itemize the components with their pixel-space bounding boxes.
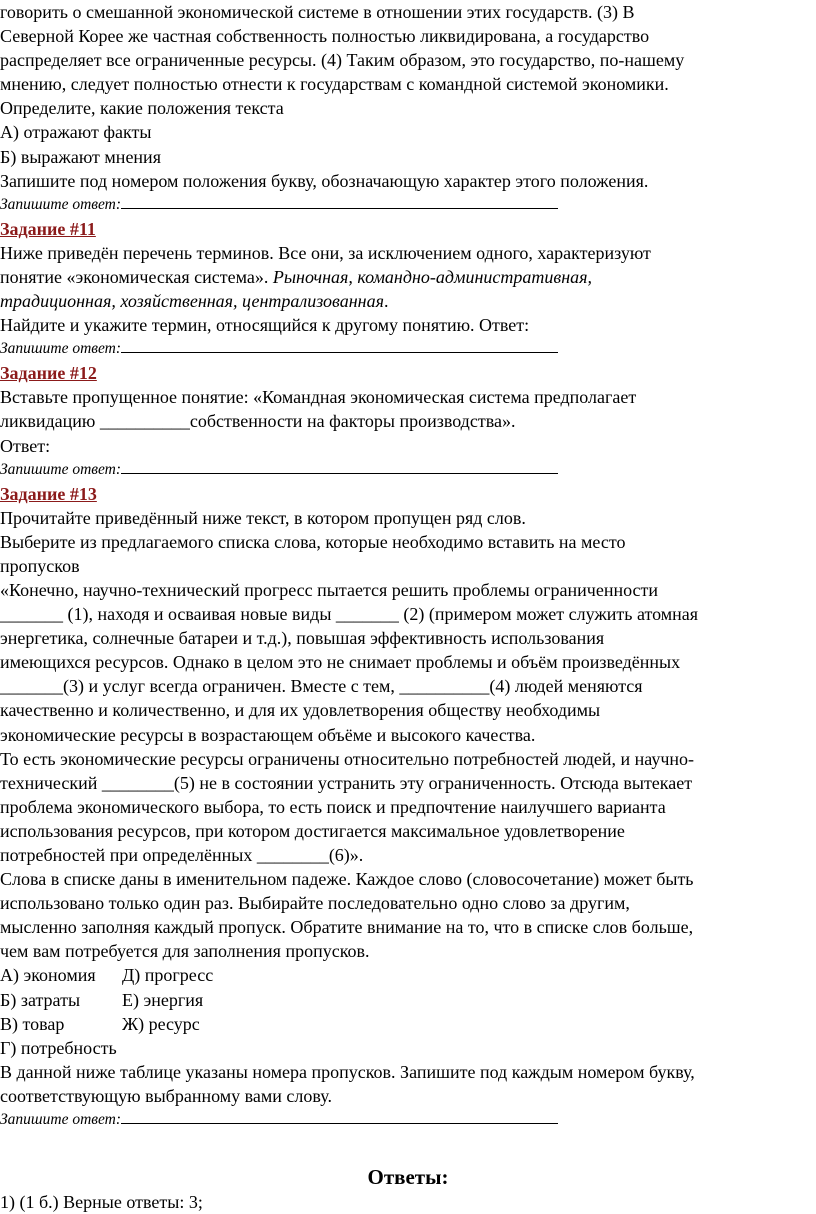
text-line: потребностей при определённых ________(6)». (0, 845, 364, 865)
text-line: То есть экономические ресурсы ограничены относительно потребностей людей, и научно- (0, 748, 695, 769)
text-line: энергетика, солнечные батареи и т.д.), повышая эффективность использования (0, 628, 605, 649)
text-line: мнению, следует полностью отнести к государствам с командной системой экономики. (0, 74, 669, 95)
intro-text (0, 0, 816, 193)
word-option: Б) затраты (0, 989, 81, 1010)
text-line: пропусков (0, 555, 80, 576)
word-option: Д) прогресс (122, 965, 214, 986)
answer-prompt-label: Запишите ответ: (0, 1111, 122, 1129)
text-span: . (383, 291, 389, 312)
text-line: _______(3) и услуг всегда ограничен. Вместе с тем, __________(4) людей меняются (0, 676, 643, 697)
text-line: Выберите из предлагаемого списка слова, которые необходимо вставить на место (0, 531, 626, 552)
word-option: Г) потребность (0, 1037, 117, 1058)
option-line: А) отражают факты (0, 122, 152, 143)
answer-field-row (0, 193, 816, 217)
text-line: проблема экономического выбора, то есть поиск и предпочтение наилучшего варианта (0, 796, 666, 817)
answer-blank-line[interactable] (121, 194, 558, 209)
answers-heading: Ответы: (367, 1165, 449, 1190)
terms-italic: Рыночная, командно-административная, (272, 266, 593, 287)
word-option: Е) энергия (122, 989, 204, 1010)
text-line: использования ресурсов, при котором достигается максимальное удовлетворение (0, 820, 625, 841)
answer-blank-line[interactable] (121, 459, 558, 474)
text-line: В данной ниже таблице указаны номера пропусков. Запишите под каждым номером букву, (0, 1061, 695, 1082)
text-line: Ответ: (0, 435, 51, 456)
word-option: В) товар (0, 1013, 65, 1034)
answer-blank-line[interactable] (121, 1109, 558, 1124)
text-line: «Конечно, научно-технический прогресс пытается решить проблемы ограниченности (0, 579, 659, 600)
text-line: Северной Корее же частная собственность полностью ликвидирована, а государство (0, 26, 650, 47)
text-line: Слова в списке даны в именительном падеже. Каждое слово (словосочетание) может быть (0, 869, 694, 890)
text-line: технический ________(5) не в состоянии устранить эту ограниченность. Отсюда вытекает (0, 772, 693, 793)
text-line: Определите, какие положения текста (0, 98, 284, 119)
text-line: говорить о смешанной экономической системе в отношении этих государств. (3) В (0, 2, 635, 22)
answer-field-row (0, 458, 816, 482)
task-11 (0, 217, 816, 361)
answer-field-row (0, 1108, 816, 1132)
answer-item: 1) (1 б.) Верные ответы: 3; (0, 1192, 203, 1213)
text-line: Найдите и укажите термин, относящийся к другому понятию. Ответ: (0, 315, 530, 336)
answer-blank-line[interactable] (121, 338, 558, 353)
word-option: Ж) ресурс (122, 1013, 200, 1034)
word-option (122, 1036, 322, 1060)
terms-italic: традиционная, хозяйственная, централизованная (0, 291, 384, 312)
text-line: использовано только один раз. Выбирайте последовательно одно слово за другим, (0, 893, 630, 914)
task-11-heading[interactable]: Задание #11 (0, 218, 96, 239)
word-options-list (0, 963, 816, 1059)
text-line: распределяет все ограниченные ресурсы. (4) Таким образом, это государство, по-нашему (0, 50, 685, 71)
text-line: Вставьте пропущенное понятие: «Командная экономическая система предполагает (0, 387, 637, 408)
text-line (0, 265, 816, 289)
text-line: мысленно заполняя каждый пропуск. Обратите внимание на то, что в списке слов больше, (0, 917, 694, 938)
task-13 (0, 482, 816, 1132)
text-line: ликвидацию __________собственности на факторы производства». (0, 411, 516, 432)
text-line: соответствующую выбранному вами слову. (0, 1085, 332, 1106)
text-line: _______ (1), находя и осваивая новые виды _______ (2) (примером может служить атомная (0, 604, 699, 625)
answer-prompt-label: Запишите ответ: (0, 340, 122, 358)
task-12-heading[interactable]: Задание #12 (0, 363, 97, 384)
text-span: понятие «экономическая система». (0, 266, 273, 287)
word-option: А) экономия (0, 965, 96, 986)
text-line: чем вам потребуется для заполнения пропусков. (0, 941, 370, 962)
text-line: качественно и количественно, и для их удовлетворения обществу необходимы (0, 700, 601, 721)
answer-prompt-label: Запишите ответ: (0, 195, 122, 213)
text-line: имеющихся ресурсов. Однако в целом это не снимает проблемы и объём произведённых (0, 652, 681, 673)
text-line: Ниже приведён перечень терминов. Все они, за исключением одного, характеризуют (0, 242, 651, 263)
instruction-line: Запишите под номером положения букву, обозначающую характер этого положения. (0, 170, 649, 191)
text-line (0, 289, 816, 313)
task-13-heading[interactable]: Задание #13 (0, 483, 97, 504)
answer-field-row (0, 337, 816, 361)
option-line: Б) выражают мнения (0, 146, 161, 167)
task-12 (0, 361, 816, 481)
text-line: экономические ресурсы в возрастающем объёме и высокого качества. (0, 724, 536, 745)
answer-prompt-label: Запишите ответ: (0, 460, 122, 478)
text-line: Прочитайте приведённый ниже текст, в котором пропущен ряд слов. (0, 507, 526, 528)
